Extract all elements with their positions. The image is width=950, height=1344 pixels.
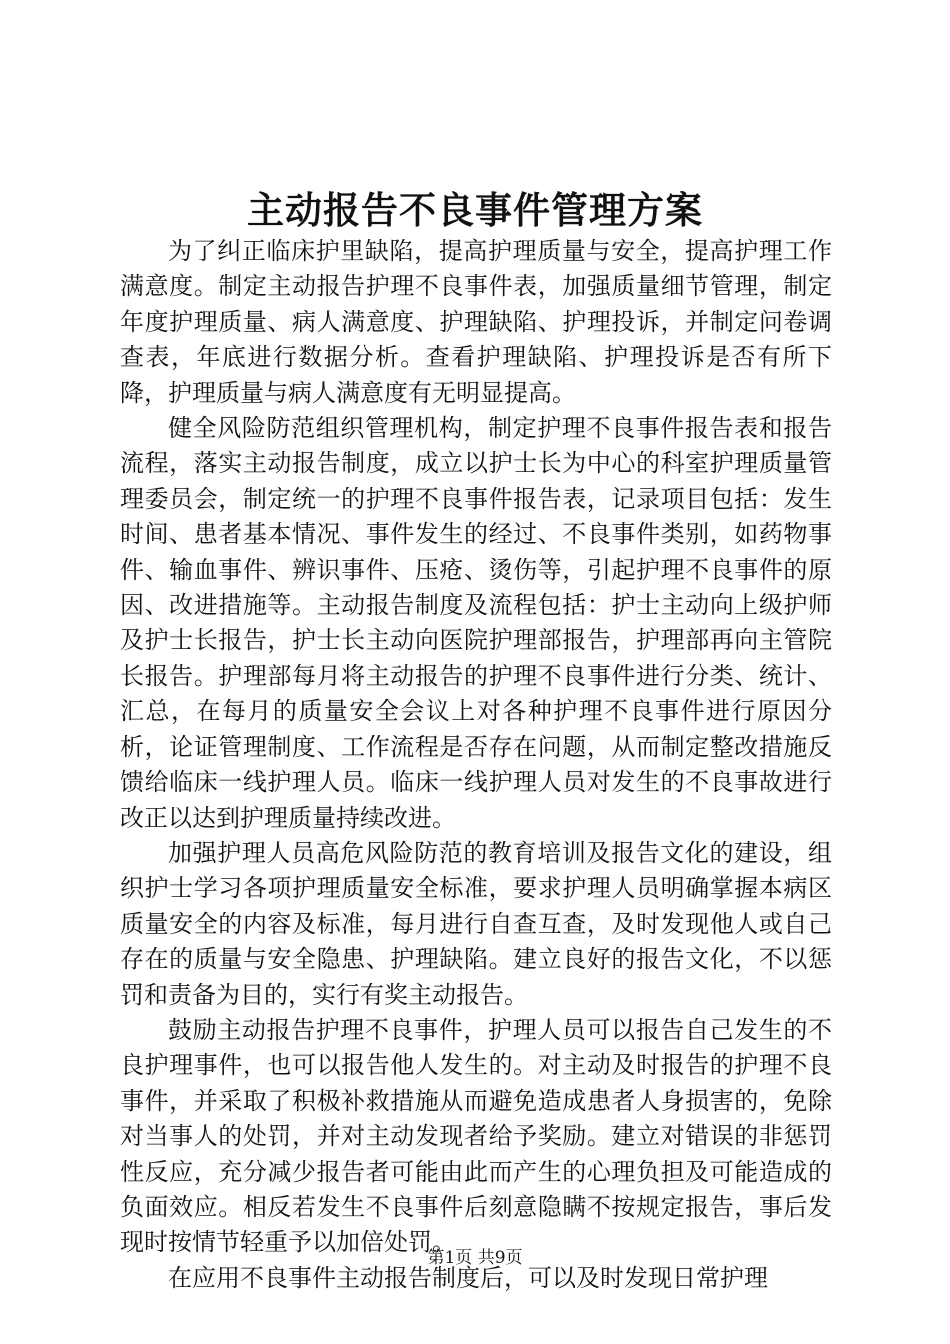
page-footer: 第1页 共9页 — [427, 1248, 523, 1268]
paragraph-3: 加强护理人员高危风险防范的教育培训及报告文化的建设，组织护士学习各项护理质量安全标准，要求护理人员明确掌握本病区质量安全的内容及标准，每月进行自查互查，及时发现他人或自己存在的质量与安全隐患、护理缺陷。建立良好的报告文化，不以惩罚和责备为目的，实行有奖主动报告。 — [120, 838, 832, 1009]
paragraph-5: 在应用不良事件主动报告制度后，可以及时发现日常护理 — [168, 1263, 768, 1292]
paragraph-2: 健全风险防范组织管理机构，制定护理不良事件报告表和报告流程，落实主动报告制度，成立以护士长为中心的科室护理质量管理委员会，制定统一的护理不良事件报告表，记录项目包括：发生时间、患者基本情况、事件发生的经过、不良事件类别，如药物事件、输血事件、辨识事件、压疮、烫伤等，引起护理不良事件的原因、改进措施等。主动报告制度及流程包括：护士主动向上级护师及护士长报告，护士长主动向医院护理部报告，护理部再向主管院长报告。护理部每月将主动报告的护理不良事件进行分类、统计、汇总，在每月的质量安全会议上对各种护理不良事件进行原因分析，论证管理制度、工作流程是否存在问题，从而制定整改措施反馈给临床一线护理人员。临床一线护理人员对发生的不良事故进行改正以达到护理质量持续改进。 — [120, 414, 832, 832]
paragraph-1: 为了纠正临床护里缺陷，提高护理质量与安全，提高护理工作满意度。制定主动报告护理不良事件表，加强质量细节管理，制定年度护理质量、病人满意度、护理缺陷、护理投诉，并制定问卷调查表，年底进行数据分析。查看护理缺陷、护理投诉是否有所下降，护理质量与病人满意度有无明显提高。 — [120, 237, 832, 407]
document-title: 主动报告不良事件管理方案 — [247, 188, 703, 232]
paragraph-4: 鼓励主动报告护理不良事件，护理人员可以报告自己发生的不良护理事件，也可以报告他人发生的。对主动及时报告的护理不良事件，并采取了积极补救措施从而避免造成患者人身损害的，免除对当事人的处罚，并对主动发现者给予奖励。建立对错误的非惩罚性反应，充分减少报告者可能由此而产生的心理负担及可能造成的负面效应。相反若发生不良事件后刻意隐瞒不按规定报告，事后发现时按情节轻重予以加倍处罚。 — [120, 1015, 832, 1257]
document-body — [120, 234, 832, 1296]
